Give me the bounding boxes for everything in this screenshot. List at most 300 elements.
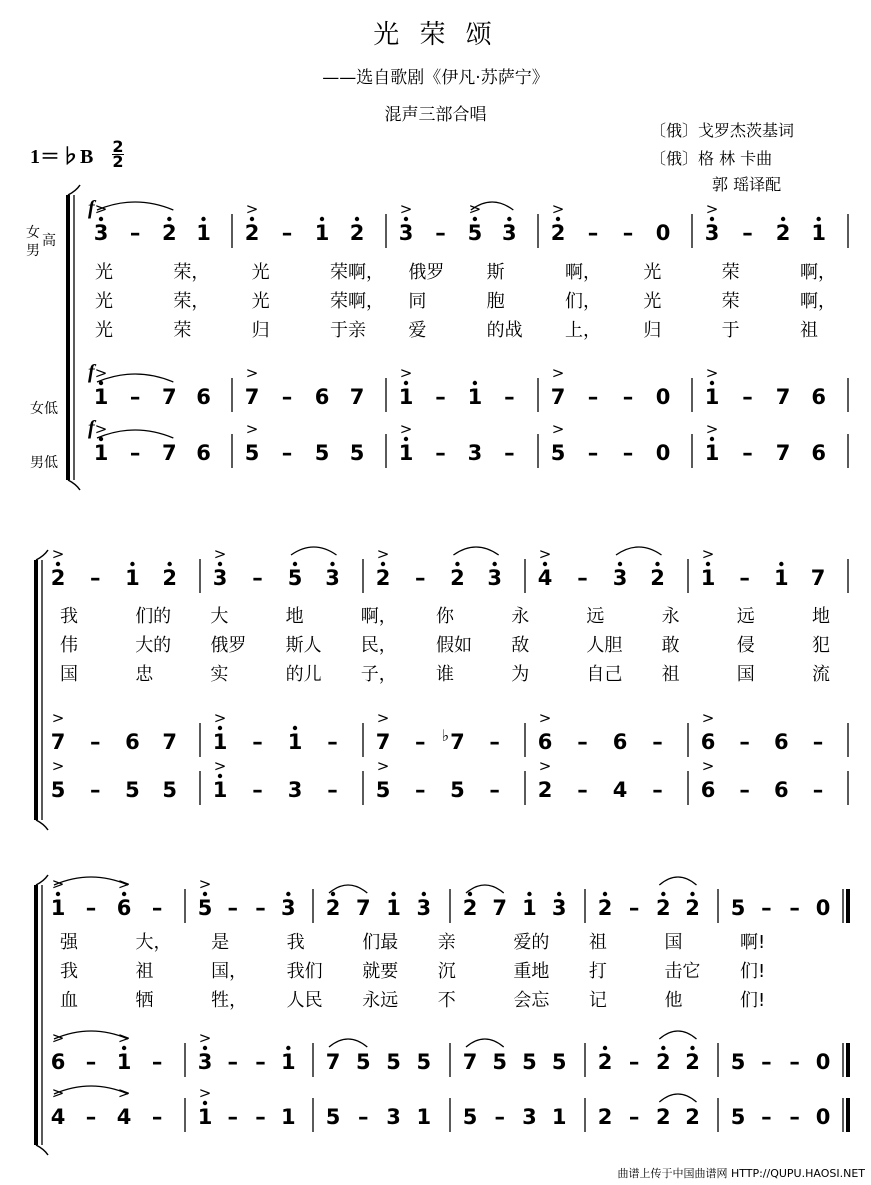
system-3-lyric-word: 打 [588,961,607,982]
credit-composer: 〔俄〕格 林 卡曲 [650,149,773,168]
system-1-bass-note: – [587,441,599,465]
system-2-lyric-word: 地 [285,606,304,627]
system-3-soprano-tenor-note: 7 [492,896,508,920]
system-2-soprano-tenor-note: 1 [774,566,789,590]
system-3-lyric-word: 重地 [513,961,550,982]
system-1-alto-note: – [622,385,634,409]
system-3-lyric-word: 我 [60,961,78,982]
system-2-alto-note: 6 [612,730,628,754]
system-3-lyric-word: 不 [437,990,456,1011]
system-1-alto-accent-mark: > [245,364,259,382]
system-1-soprano-tenor-note: – [435,221,446,245]
system-1-lyric-word: 荣， [173,262,210,283]
system-3-lyric-word: 击它 [664,961,701,982]
system-2-lyric-word: 敢 [661,635,680,656]
system-3-soprano-tenor-note: 7 [355,896,371,920]
system-2-lyric-word: 民， [360,635,397,656]
system-1-soprano-tenor-note: 3 [704,221,720,245]
system-1-lyric-word: 荣啊， [330,291,384,312]
system-3-soprano-tenor-note: – [151,896,163,920]
system-1-alto-note: 7 [349,385,365,409]
system-3-soprano-tenor-accent-mark: > [117,875,131,893]
system-1-lyric-word: 光 [95,291,113,312]
system-3-bass-slur [659,1094,696,1102]
system-1-bass-note: 1 [93,441,109,465]
system-1-bass-note: 3 [467,441,483,465]
system-3-alto-note: 2 [597,1050,613,1074]
system-3-bass-accent-mark: > [198,1084,212,1102]
system-1-soprano-tenor-note: – [129,221,141,245]
system-3-soprano-tenor-octave-dot [661,892,665,896]
system-3-bass-note: – [789,1105,800,1129]
system-2-soprano-tenor-accent-mark: > [701,545,715,563]
system-2-bass-note: – [577,778,588,802]
system-1-lyric-word: 祖 [800,320,818,341]
system-2-bass-accent-mark: > [376,757,390,775]
system-3-lyric-word: 大， [135,932,172,953]
system-1-bass-slur [97,430,173,438]
system-3-bass-note: – [358,1105,369,1129]
system-2-soprano-tenor-note: 3 [612,566,628,590]
system-2-soprano-tenor-note: – [89,566,101,590]
system-3-alto-slur [466,1039,504,1047]
system-1-alto-accent-mark: > [705,364,719,382]
system-2-lyric-word: 忠 [135,664,154,685]
system-1-lyric-word: 荣啊， [330,262,384,283]
dynamic-forte: f [88,197,95,219]
system-1-bass-note: – [622,441,634,465]
system-1-soprano-tenor-octave-dot [507,217,511,221]
system-1-lyric-word: 光 [95,320,113,341]
system-3-soprano-tenor-note: – [761,896,772,920]
system-1-bass-accent-mark: > [245,420,259,438]
system-3-bass-note: 1 [551,1105,567,1129]
system-1-soprano-tenor-note: 1 [196,221,211,245]
system-3-bass-note: 2 [656,1105,671,1129]
system-3-soprano-tenor-octave-dot [422,892,426,896]
system-1-alto-note: 7 [775,385,791,409]
system-2-bass-note: – [89,778,101,802]
system-3-bass-note: – [494,1105,505,1129]
system-3-lyric-word: 血 [60,990,78,1011]
system-2-soprano-tenor-note: 3 [325,566,340,590]
system-3-alto-note: – [85,1050,97,1074]
time-signature-top: 2 [112,137,124,156]
system-2-lyric-word: 人胆 [586,635,623,656]
song-title: 光 荣 颂 [373,20,498,50]
system-3-soprano-tenor-note: 3 [281,896,296,920]
system-2-alto-accent-mark: > [213,709,227,727]
system-1-soprano-tenor-accent-mark: > [468,200,482,218]
system-3-lyric-word: 人民 [286,990,323,1011]
system-1-bass-note: 0 [655,441,671,465]
system-3-lyric-word: 我 [286,932,305,953]
system-2-lyric-word: 为 [511,664,530,685]
system-2-soprano-tenor-accent-mark: > [376,545,390,563]
system-1-alto-note: 1 [704,385,720,409]
system-3-alto-octave-dot [690,1046,694,1050]
system-3-lyric-word: 强 [60,932,78,953]
system-3-alto-note: – [761,1050,772,1074]
system-1-bass-note: – [504,441,515,465]
system-3-bass-note: 0 [815,1105,831,1129]
system-3-alto-note: 3 [197,1050,213,1074]
system-1-soprano-tenor-slur [97,202,173,210]
system-2-lyric-word: 地 [812,606,830,627]
system-2-alto-accent-mark: > [701,709,715,727]
system-2-soprano-tenor-note: 1 [125,566,140,590]
system-2-bass-accent-mark: > [701,757,715,775]
system-1-alto-note: – [587,385,599,409]
voice-label-top-b: 男 [26,243,40,259]
system-2-lyric-word: 流 [812,664,830,685]
system-2-soprano-tenor-octave-dot [655,562,659,566]
system-1-soprano-tenor-note: 2 [775,221,791,245]
system-3-soprano-tenor-note: 1 [50,896,66,920]
system-1-lyric-word: 荣， [173,291,210,312]
system-3-soprano-tenor-note: 0 [815,896,831,920]
system-2-alto-accent-mark: > [538,709,552,727]
system-2-lyric-word: 伟 [60,635,78,656]
system-1-alto-note: 7 [244,385,260,409]
system-1-bass-note: – [129,441,141,465]
system-3-soprano-tenor-note: 3 [551,896,567,920]
system-3-alto-octave-dot [603,1046,607,1050]
system-3-bass-note: 4 [116,1105,132,1129]
system-1-lyric-word: 光 [251,262,270,283]
system-3-soprano-tenor-note: – [789,896,800,920]
system-1-lyric-word: 上， [565,320,601,341]
system-1-bass-note: 1 [704,441,720,465]
system-2-soprano-tenor-slur [616,547,662,555]
system-3-soprano-tenor-slur [466,885,504,893]
system-2-alto-flat-sign: ♭ [441,726,450,745]
system-3-alto-slur [659,1031,696,1039]
system-1-alto-note: – [742,385,753,409]
system-2-soprano-tenor-note: 4 [537,566,553,590]
system-2-soprano-tenor-octave-dot [618,562,622,566]
system-2-bass-accent-mark: > [538,757,552,775]
system-3-lyric-word: 国 [664,932,683,953]
system-2-soprano-tenor-note: – [252,566,263,590]
voice-label-top-c: 高 [42,233,56,249]
system-2-soprano-tenor-octave-dot [293,562,297,566]
system-1-alto-note: 7 [162,385,177,409]
system-2-bass-note: 5 [375,778,391,802]
system-3-lyric-word: 是 [211,932,230,953]
system-1-alto-accent-mark: > [399,364,413,382]
system-1-lyric-word: 爱 [408,320,427,341]
system-1-soprano-tenor-note: – [587,221,599,245]
system-3-alto-note: 7 [325,1050,341,1074]
system-3-lyric-word: 牺 [135,990,154,1011]
system-3-soprano-tenor-note: – [227,896,239,920]
system-2-soprano-tenor-octave-dot [455,562,459,566]
system-3-lyric-word: 国， [211,961,248,982]
dynamic-forte: f [88,417,95,439]
system-2-alto-note: 1 [212,730,228,754]
system-2-lyric-word: 大 [210,606,229,627]
voice-label-alto: 女低 [30,401,58,417]
system-2-lyric-word: 斯人 [285,635,322,656]
system-3-lyric-word: 就要 [362,961,399,982]
system-1-alto-slur [97,374,173,382]
system-1-lyric-word: 光 [95,262,113,283]
system-1-bass-note: 6 [196,441,211,465]
system-3-soprano-tenor-note: 2 [462,896,478,920]
system-1-soprano-tenor-accent-mark: > [245,200,259,218]
system-3-lyric-word: 们! [740,961,766,982]
system-1-soprano-tenor-note: 2 [244,221,260,245]
system-2-soprano-tenor-octave-dot-above [130,562,134,566]
system-2-alto-octave-dot-above [293,726,297,730]
song-subtitle: ——选自歌剧《伊凡·苏萨宁》 [322,68,549,88]
system-3-soprano-tenor-slur [329,885,367,893]
system-1-lyric-word: 光 [251,291,270,312]
system-1-lyric-word: 归 [643,320,662,341]
system-1-soprano-tenor-octave-dot-above [816,217,820,221]
system-1-lyric-word: 啊， [800,262,836,283]
system-1-lyric-word: 于 [721,320,740,341]
system-2-lyric-word: 子， [360,664,397,685]
system-3-bass-note: 3 [386,1105,401,1129]
system-2-alto-note: 1 [287,730,303,754]
system-1-lyric-word: 荣 [173,320,192,341]
system-2-alto-note: 6 [537,730,553,754]
system-3-lyric-word: 亲 [437,932,456,953]
system-3-lyric-word: 沉 [437,961,456,982]
system-2-soprano-tenor-note: 5 [287,566,303,590]
system-1-bass-note: 7 [162,441,177,465]
system-3-bass-note: 1 [416,1105,432,1129]
system-2-lyric-word: 远 [586,606,605,627]
system-1-alto-note: – [129,385,141,409]
system-2-lyric-word: 们的 [135,606,172,627]
system-3-lyric-word: 祖 [135,961,154,982]
system-3-soprano-tenor-octave-dot [690,892,694,896]
system-2-bass-note: – [739,778,750,802]
system-2-soprano-tenor-note: 2 [450,566,465,590]
system-3-alto-note: – [789,1050,800,1074]
system-2-alto-note: – [577,730,588,754]
system-1-bass-note: – [281,441,293,465]
system-2-lyric-word: 我 [60,606,78,627]
system-2-soprano-tenor-note: 2 [162,566,177,590]
system-1-alto-note: 6 [196,385,211,409]
system-2-alto-note: 7 [162,730,177,754]
system-2-soprano-tenor-note: 1 [700,566,716,590]
system-2-alto-accent-mark: > [376,709,390,727]
system-2-soprano-tenor-note: – [739,566,750,590]
system-2-bass-accent-mark: > [213,757,227,775]
system-3-soprano-tenor-octave-dot [603,892,607,896]
system-2-soprano-tenor-octave-dot [330,562,334,566]
system-3-soprano-tenor-note: 1 [386,896,401,920]
system-2-lyric-word: 永 [661,606,680,627]
system-2-alto-note: 7 [375,730,391,754]
system-3-alto-note: 5 [492,1050,508,1074]
system-3-bracket-top [36,875,48,885]
system-2-bass-note: – [252,778,263,802]
system-1-lyric-word: 胞 [486,291,505,312]
system-3-alto-note: 2 [685,1050,700,1074]
system-2-bass-note: 2 [537,778,553,802]
system-3-alto-octave-dot-above [286,1046,290,1050]
voice-label-bass: 男低 [30,455,58,471]
system-1-lyric-word: 啊， [565,262,601,283]
time-signature-bottom: 2 [112,152,124,171]
system-3-lyric-word: 爱的 [513,932,550,953]
system-3-alto-accent-mark: > [198,1029,212,1047]
system-2-bass-note: 5 [50,778,66,802]
arrangement-setting: 混声三部合唱 [384,105,487,125]
system-3-soprano-tenor-note: – [85,896,97,920]
system-2-soprano-tenor-note: 7 [810,566,826,590]
system-1-bass-note: 5 [349,441,365,465]
system-3-bass-note: – [761,1105,772,1129]
system-3-bass-note: – [151,1105,163,1129]
system-1-lyric-word: 光 [643,291,662,312]
system-2-alto-note: – [739,730,750,754]
system-2-bass-note: 5 [162,778,177,802]
system-2-bass-accent-mark: > [51,757,65,775]
system-3-lyric-word: 们最 [362,932,399,953]
system-2-bass-note: – [489,778,500,802]
system-3-bass-note: 3 [522,1105,537,1129]
system-1-lyric-word: 们， [565,291,601,312]
system-1-soprano-tenor-note: – [742,221,753,245]
system-1-soprano-tenor-note: 3 [93,221,109,245]
system-1-soprano-tenor-octave-dot [781,217,785,221]
system-3-alto-slur [329,1039,367,1047]
system-3-bass-note: 2 [597,1105,613,1129]
system-1-soprano-tenor-note: 2 [349,221,365,245]
system-1-soprano-tenor-note: 3 [398,221,414,245]
system-2-bass-note: 5 [125,778,140,802]
system-3-alto-accent-mark: > [117,1029,131,1047]
system-3-alto-note: – [628,1050,640,1074]
system-3-lyric-word: 牲， [211,990,248,1011]
system-3-alto-note: 1 [116,1050,132,1074]
system-3-soprano-tenor-octave-dot-above [391,892,395,896]
system-1-bass-note: 5 [314,441,330,465]
system-3-soprano-tenor-note: 3 [416,896,432,920]
system-2-soprano-tenor-note: 3 [487,566,502,590]
system-2-alto-note: 6 [125,730,140,754]
system-2-lyric-word: 国 [60,664,78,685]
system-1-soprano-tenor-octave-dot [355,217,359,221]
system-2-lyric-word: 谁 [436,664,454,685]
system-1-alto-note: 1 [93,385,109,409]
system-2-alto-accent-mark: > [51,709,65,727]
system-1-lyric-word: 斯 [486,262,505,283]
system-2-bass-note: 4 [612,778,628,802]
system-2-bass-note: – [652,778,663,802]
system-2-soprano-tenor-accent-mark: > [51,545,65,563]
system-1-bass-note: 6 [811,441,826,465]
system-2-soprano-tenor-note: 2 [375,566,391,590]
system-2-lyric-word: 自己 [586,664,623,685]
system-1-bass-note: – [742,441,753,465]
system-3-lyric-word: 永远 [362,990,399,1011]
system-3-bass-note: 5 [462,1105,478,1129]
system-2-soprano-tenor-octave-dot [167,562,171,566]
system-2-lyric-word: 的儿 [285,664,322,685]
system-1-bass-note: 1 [398,441,414,465]
system-2-bass-note: – [414,778,426,802]
system-1-soprano-tenor-note: 0 [655,221,671,245]
system-3-bass-accent-mark: > [51,1084,65,1102]
system-3-soprano-tenor-octave-dot [286,892,290,896]
system-1-bass-accent-mark: > [705,420,719,438]
system-3-lyric-word: 我们 [286,961,323,982]
system-3-alto-note: – [151,1050,163,1074]
system-2-alto-note: – [489,730,500,754]
system-3-alto-note: 5 [355,1050,371,1074]
system-3-bracket-bottom [36,1145,48,1155]
system-2-soprano-tenor-octave-dot [492,562,496,566]
system-2-bass-note: 3 [287,778,303,802]
system-1-soprano-tenor-accent-mark: > [94,200,108,218]
system-3-soprano-tenor-slur [659,877,696,885]
system-3-bass-note: – [227,1105,239,1129]
system-1-alto-note: – [435,385,446,409]
system-1-lyric-word: 俄罗 [408,262,445,283]
system-3-soprano-tenor-octave-dot-above [527,892,531,896]
system-1-alto-accent-mark: > [94,364,108,382]
system-2-alto-note: – [652,730,663,754]
system-2-alto-note: 7 [450,730,465,754]
system-2-alto-note: 6 [700,730,716,754]
system-2-lyric-word: 远 [736,606,755,627]
system-2-lyric-word: 敌 [511,635,530,656]
system-2-soprano-tenor-accent-mark: > [538,545,552,563]
system-3-soprano-tenor-note: 5 [730,896,746,920]
system-3-alto-note: 5 [386,1050,401,1074]
system-1-bass-accent-mark: > [94,420,108,438]
system-2-alto-note: – [414,730,426,754]
system-2-soprano-tenor-slur [291,547,337,555]
system-1-soprano-tenor-note: 3 [502,221,517,245]
system-2-bass-note: 1 [212,778,228,802]
system-1-alto-note: 6 [811,385,826,409]
system-2-alto-note: – [252,730,263,754]
system-1-alto-accent-mark: > [551,364,565,382]
system-1-bass-accent-mark: > [399,420,413,438]
system-2-bass-note: – [812,778,824,802]
system-3-bass-note: 5 [730,1105,746,1129]
system-3-soprano-tenor-octave-dot [468,892,472,896]
footer-watermark: 曲谱上传于中国曲谱网 HTTP://QUPU.HAOSI.NET [617,1167,865,1180]
system-3-soprano-tenor-note: 1 [522,896,537,920]
system-1-bracket-top [68,185,80,195]
system-3-soprano-tenor-note: 5 [197,896,213,920]
system-2-soprano-tenor-note: 2 [650,566,665,590]
system-1-lyric-word: 于亲 [330,320,366,341]
system-2-lyric-word: 侵 [736,635,755,656]
system-2-bass-note: 6 [700,778,716,802]
system-2-lyric-word: 实 [210,664,229,685]
system-1-soprano-tenor-note: – [622,221,634,245]
system-2-lyric-word: 祖 [661,664,680,685]
system-3-bass-note: 1 [281,1105,296,1129]
system-3-soprano-tenor-note: 2 [685,896,700,920]
system-2-soprano-tenor-accent-mark: > [213,545,227,563]
system-2-bass-note: 5 [450,778,465,802]
credit-translator: 郭 瑶译配 [712,175,782,194]
system-2-soprano-tenor-slur [453,547,498,555]
system-2-bracket-top [36,550,48,560]
